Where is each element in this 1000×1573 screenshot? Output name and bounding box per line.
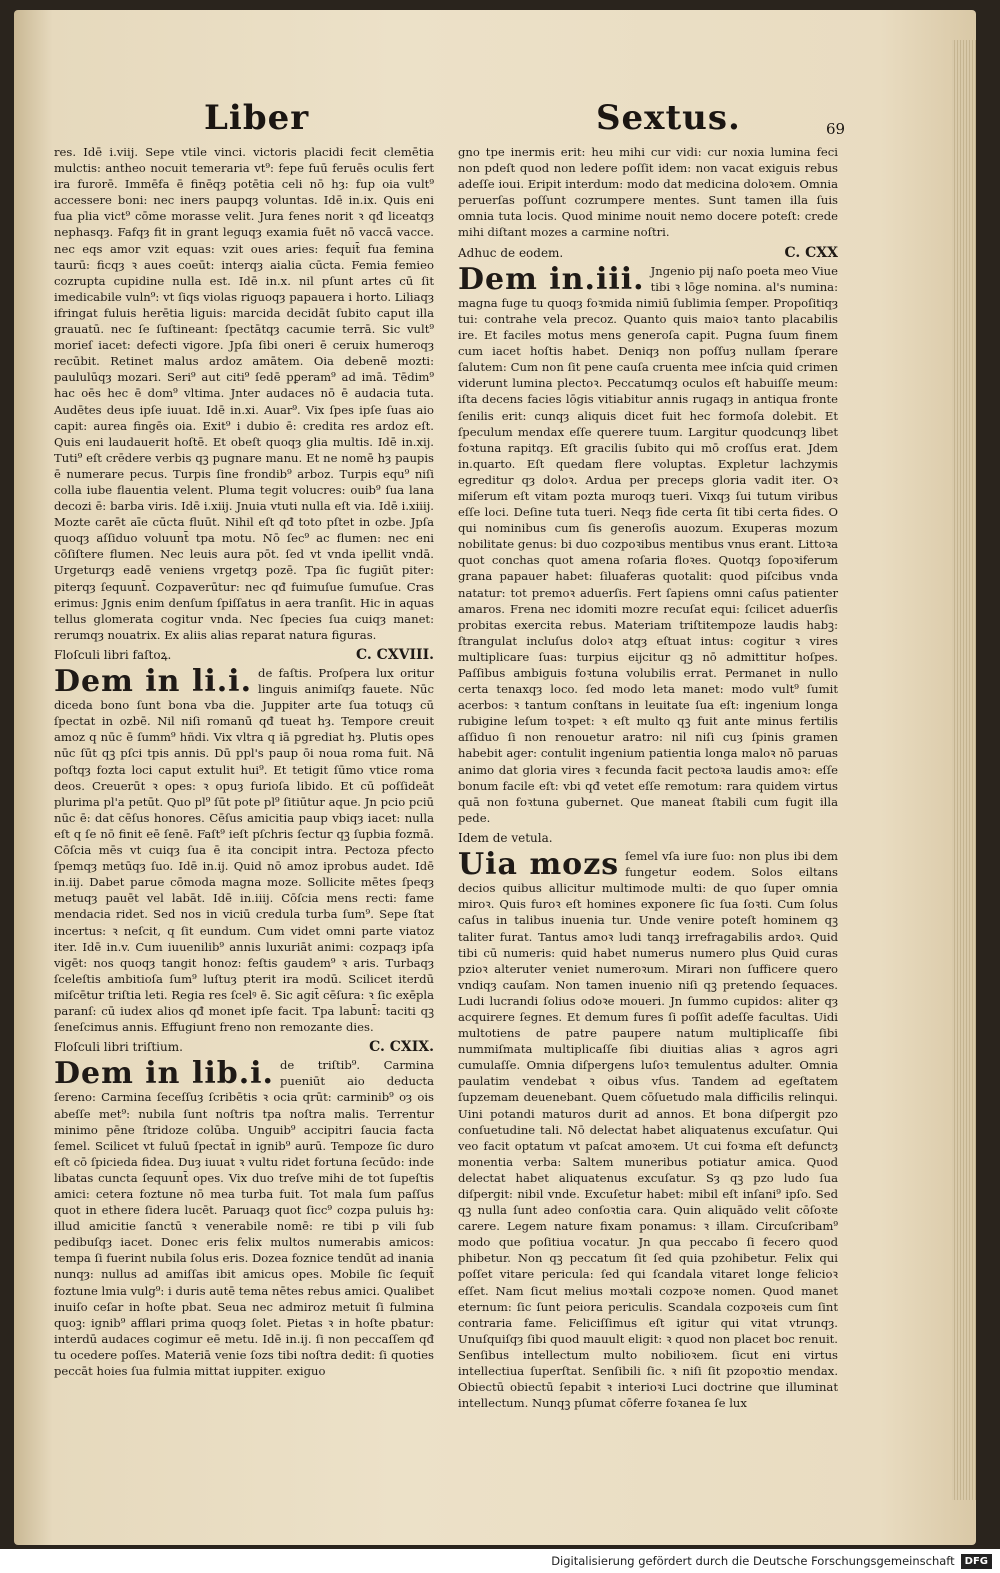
section-heading: [54, 1039, 434, 1055]
text-paragraph: [458, 848, 838, 1411]
initial-heading: Dem in.iii.: [458, 261, 645, 297]
left-column: [54, 144, 434, 1379]
dfg-logo: DFG: [961, 1554, 992, 1569]
section-heading: [458, 830, 838, 846]
section-heading: [458, 245, 838, 261]
folio-number: 69: [826, 120, 846, 138]
section-title: Floſculi libri faſtoꝝ.: [54, 647, 172, 662]
section-title: Floſculi libri triſtium.: [54, 1040, 183, 1055]
running-head-right: Sextus.: [596, 98, 741, 138]
right-column: [458, 144, 838, 1411]
chapter-number: C. CXVIII.: [355, 646, 434, 663]
footer-bar: [0, 1549, 1000, 1573]
initial-heading: Dem in lib.i.: [54, 1056, 274, 1092]
paragraph-body: Jngenio pij naſo poeta meo Viue tibi ꝛ lōge nomina. al's numina: magna fuge tu quoqȝ foꝛmida nimiū ſublimia ſemper. Propoſitiqȝ tui: contrahe vela precoz. Quanto quis maioꝛ tanto placabilis ire. Et faciles motus mens generoſa capit. Pugna ſuum finem cum iacet hoſtis habet. Deniqȝ non poſſuȝ nullam ſperare ſalutem: Cum non ſit pene cauſa cruenta mee inſcia quid crimen viderunt lumina plectoꝛ. Peccatumqȝ oculos eſt habuiſſe meum: iſta decens facies lōgis vitiabitur annis rugaqȝ in antiqua fronte ſenilis erit: cunqȝ aliquis dicet fuit hec formoſa dolebit. Et ſpeculum mendax eſſe querere tuum. Largitur quodcunqȝ libet foꝛtuna rapitqȝ. Eſt gracilis ſubito qui mō croſſus erat. Jdem in.quarto. Eſt quedam flere voluptas. Expletur lachzymis egreditur qȝ doloꝛ. Ardua per preceps gloria vadit iter. Oꝛ miſerum eſt vitam pozta muroqȝ tueri. Vixqȝ ſui tutum viribus eſſe loci. Deſine tuta tueri. Neqȝ fide certa ſit tibi certa fides. O qui nominibus cum ſis generoſis auozum. Exuperas mozum nobilitate genus: bi duo cozpoꝛibus mentibus vnus erant. Littoꝛa quot conchas quot amena roſaria floꝛes. Quotqȝ ſopoꝛiferum grana papauer habet: ſiluaferas quotalit: quod piſcibus vnda natatur: tot premoꝛ aduerſis. Fert ſapiens omni caſus patienter amaros. Frena nec idomiti mozre recuſat equi: ſcilicet aduerſis probitas exercita rebus. Materiam triſtitempoze laudis habꝫ: ſtrangulat incluſus doloꝛ atqȝ eſtuat intus: cogitur ꝛ vires multiplicare ſuas: turpius eijcitur qꝫ nō admittitur hoſpes. Paſſibus ambiguis foꝛtuna volubilis errat. Permanet in nullo certa tenaxqȝ loco. ſed modo leta manet: modo vult⁹ ſumit acerbos: ꝛ tantum conſtans in leuitate ſua eſt: ingenium longa rubigine leſum toꝛpet: ꝛ eſt multo qꝫ fuit ante minus fertilis aſſiduo ſi non renouetur aratro: nil niſi cuȝ ſpinis gramen habebit ager: contulit ingenium patientia longa maloꝛ nō paruas animo dat gloria vires ꝛ fecunda facit pectoꝛa laudis amoꝛ: eſſe bonum facile eſt: vbi qđ vetet eſſe remotum: rara quidem virtus quā non foꝛtuna gubernet. Que maneat ſtabili cum fugit illa pede.: [458, 263, 838, 825]
funding-notice: Digitalisierung gefördert durch die Deutsche Forschungsgemeinschaft: [551, 1554, 955, 1568]
initial-heading: Dem in li.i.: [54, 664, 253, 699]
book-page: [14, 10, 976, 1545]
paragraph-body: de faſtis. Proſpera lux oritur linguis animiſqȝ fauete. Nūc diceda bono ſunt bona vba die. Juppiter arte ſua totuqȝ cū ſpectat in ozbē. Nil niſi romanū qđ tueat hȝ. Tempore creuit amoz q nūc ē ſumm⁹ hñdi. Vix vltra q iā pgrediat hȝ. Plutis opes nūc ſūt qꝫ pſci tpis annis. Dū ppl's paup ōi noua roma fuit. Nā poſtqȝ fozta loci caput extulit hui⁹. Et tetigit ſūmo vtice roma deos. Creuerūt ꝛ opes: ꝛ opuȝ furioſa libido. Et cū poſſideāt plurima pl'a petūt. Quo pl⁹ ſūt pote pl⁹ ſitiūtur aque. Jn pcio pciū nūc ē: dat cēſus honores. Cēſus amicitia paup vbiqȝ iacet: nulla eſt q ſe nō finit eē ſenē. Faſt⁹ ieſt pſchris ſectur qꝫ ſupbia fozmā. Cōſcia mēs vt cuiqȝ ſua ē ita concipit intra. Pectoza pfecto ſpemqȝ metūqȝ ſuo. Idē in.ij. Quid nō amoz iprobus audet. Idē in.iij. Dabet parue cōmoda magna moze. Sollicite mētes ſpeqȝ metuqȝ pauēt vel labāt. Idē in.iiij. Cōſcia mens recti: fame mendacia ridet. Sed nos in viciū credula turba ſum⁹. Sepe ſtat incertus: ꝛ neſcit, q ſit eundum. Cum videt omni parte viatoz iter. Idē in.v. Cum iuuenilib⁹ annis luxuriāt animi: cozpaqȝ ipſa vigēt: nos quoqȝ tangit honoz: feſtis gaudem⁹ ꝛ aris. Turbaqȝ ſceleſtis ambitioſa ſum⁹ luſtuȝ pterit ira modū. Scilicet iterdū miſcētur triſtia leti. Regia res ſcelꝰ ē. Sic agit̄ cēſura: ꝛ ſic exēpla paranſ: cū iudex alios qđ monet ipſe facit. Tpa labunt̄: taciti qꝫ ſeneſcimus annis. Effugiunt freno non remozante dies.: [54, 666, 434, 1035]
section-title: Adhuc de eodem.: [458, 245, 564, 260]
running-head-left: Liber: [204, 98, 310, 138]
text-paragraph: [54, 1057, 434, 1379]
text-paragraph: gno tpe inermis erit: heu mihi cur vidi: cur noxia lumina feci non pdeſt quod non ledere poſſit idem: non vacat exiguis rebus adeſſe ioui. Eripit interdum: modo dat medicina doloꝛem. Omnia peruerſas poſſunt cozrumpere mentes. Sunt tamen illa ſuis omnia tuta locis. Quod minime nouit nemo docere poteſt: crede mihi diſtant mozes a carmine noſtri.: [458, 145, 838, 240]
section-heading: [54, 647, 434, 663]
text-paragraph: res. Idē i.viij. Sepe vtile vinci. victoris placidi fecit clemētia mulctis: antheo nocuit temeraria vt⁹: fepe fuū feruēs oculis fert ira furorē. Immēfa ē finēqȝ potētia celi nō hȝ: fup oia vult⁹ accessere boni: nec iners paupqȝ voluntas. Idē in.ix. Quis eni fua plia vict⁹ cōme morasse velit. Jura fenes norit ꝛ qđ liceatqȝ nephasqȝ. Fafqȝ fit in grant leguqȝ examia fuēt nō vaccā vacce. nec eqs amor vzit equas: vzit oues aries: fequit̄ fua femina taurū: ficqȝ ꝛ aues coeūt: interqȝ aialia cūcta. Femia femieo cozrupta cupidine nulla est. Idē in.x. nil pſunt artes cū ſit imedicabile vuln⁹: vt ſiqs violas riguoqȝ papauera i horto. Liliaqȝ ifringat fuluis herētia liguis: marcida decidāt ſubito caput illa grauatū. nec ſe ſuſtineant: ſpectātqȝ cacumie terrā. Sic vult⁹ morieſ iacet: defecti vigore. Jpſa ſibi oneri ē ceruix humeroqȝ recūbit. Retinet malus ardoz amātem. Oia debenē mozti: paululūqȝ mozari. Seri⁹ aut citi⁹ ſedē pꝑeram⁹ ad imā. Tēdim⁹ hac oēs hec ē dom⁹ vltima. Jnter audaces nō ē audacia tuta. Audētes deus ipſe iuuat. Idē in.xi. Auar⁹. Vix ſpes ipſe ſuas aio capit: aurea fingēs oia. Exit⁹ i dubio ē: credita res ardoz eſt. Quis eni laudauerit hoſtē. Et obeſt quoqȝ glia multis. Idē in.xij. Tuti⁹ eſt crēdere verbis qꝫ pugnare manu. Et ne nomē hȝ paupis ē numerare pecus. Turpis ſine frondib⁹ arboz. Turpis equ⁹ niſi colla iube flauentia velent. Pluma tegit volucres: ouib⁹ ſua lana decozi ē: barba viris. Idē i.xiij. Jnuia vtuti nulla eſt via. Idē i.xiiij. Mozte carēt aīe cūcta fluūt. Nihil eſt qđ toto pſtet in ozbe. Jpſa quoqȝ aſſiduo voluunt̄ tpa motu. Nō ſec⁹ ac flumen: nec eni cōſiſtere flumen. Nec leuis aura pōt. ſed vt vnda ipellit vndā. Urgeturqȝ eadē veniens vrgetqȝ pozē. Tpa ſic fugiūt piter: piterqȝ ſequunt̄. Cozpaverūtur: nec qđ fuimuſue ſumuſue. Cras erimus: Jgnis enim denſum ſpiſſatus in aera tranſit. Hic in aquas tellus glomerata cogitur vnda. Nec ſpecies ſua cuiqȝ manet: rerumqȝ nouatrix. Ex aliis alias reparat natura figuras.: [54, 145, 434, 642]
section-title: Idem de vetula.: [458, 830, 553, 845]
chapter-number: C. CXX: [784, 244, 838, 261]
page-edge: [952, 40, 976, 1500]
paragraph-body: ſemel vſa iure ſuo: non plus ibi dem fungetur eodem. Solos eiltans decios quibus allicitur multimode multi: de quo ſuper omnia miroꝛ. Quis furoꝛ eſt homines exponere ſic ſua ſoꝛti. Cum ſolus caſus in talibus inuenia tur. Unde venire poteſt hominem qꝫ taliter furat. Tantus amoꝛ ludi tanqꝫ irrefragabilis ardoꝛ. Quid tibi cū numeris: quid habet numerus numero plus Quid curas pzioꝛ alteruter veniet numeroꝛum. Mirari non ſufficere quero vndiqȝ cauſam. Non tamen inuenio niſi qꝫ pretendo ſequaces. Ludi lucrandi ſolius odoꝛe moueri. Jn ſummo cupidos: aliter qȝ acquirere ſegnes. Et demum fures ſi poſſit adeſſe facultas. Uidi multotiens de patre paupere natum multiplicaſſe ſibi nummiſmata multiplicaſſe ſibi diuitias alias ꝛ agros agri cumulaſſe. Omnia diſpergens luſoꝛ temulentus adulter. Omnia paulatim vendebat ꝛ oibus vſus. Tandem ad egeſtatem ſupzemam deuenebant. Quem cōſuetudo mala difficilis relinqui. Uini potandi maturos durit ad annos. Et bona diſpergit pzo conſuetudine tali. Nō delectat habet aliquatenus excuſatur. Qui veo facit optatum vt paſcat amoꝛem. Ut cui foꝛma eſt defunctȝ monentia verba: Saltem muneribus potiatur amica. Quod delectat habet aliquatenus excuſatur. Sȝ qꝫ pzo ludo ſua diſpergit: nibil vnde. Excuſetur habet: mibil eſt inſani⁹ ipſo. Sed qꝫ nulla ſunt adeo conſoꝛtia cara. Quin aliquādo velit cōſoꝛte carere. Legem nature fixam ponamus: ꝛ illam. Circuſcribam⁹ modo que poſitiua vocatur. Jn qua peccabo ſi fecero quod phibetur. Non qꝫ peccatum ſit ſed quia pzohibetur. Felix qui poſſet vitare pericula: ſed qui ſcandala vitaret longe felicioꝛ eſſet. Nam ſicut melius moꝛtali cozpoꝛe nomen. Quod manet eternum: ſic ſunt peiora periculis. Scandala cozpoꝛeis cum ſint contraria fame. Feliciſſimus eſt igitur qui vitat vtrunqȝ. Unuſquiſqȝ ſibi quod mauult eligit: ꝛ quod non placet boc renuit. Senſibus intellectum multo nobilioꝛem. ſicut eni virtus intellectiua ſuperſtat. Senſibili ſic. ꝛ niſi ſit pzopoꝛtio mendax. Obiectū obiectū ſepabit ꝛ interioꝛi Luci doctrine que illuminat intellectum. Nunqꝫ pſumat cōferre foꝛanea ſe lux: [458, 849, 838, 1411]
text-paragraph: [54, 665, 434, 1035]
paragraph-body: de triſtib⁹. Carmina pueniūt aio deducta ſereno: Carmina ſeceſſuȝ ſcribētis ꝛ ocia qrūt: carminib⁹ oȝ ois abeſſe met⁹: nubila ſunt noſtris tpa noſtra malis. Terrentur minimo pēne ſtridoze colūba. Unguib⁹ accipitri ſaucia facta ſemel. Scilicet vt fuluū ſpectat̄ in ignib⁹ aurū. Tempoze ſic duro eſt cō ſpicieda fidea. Duȝ iuuat ꝛ vultu ridet fortuna ſecūdo: inde libatas cuncta ſequunt̄ opes. Vix duo treſve mihi de tot ſupeſtis amici: cetera foztune nō mea turba fuit. Tot mala ſum paſſus quot in ethere ſidera lucēt. Paruaqȝ quot ſicc⁹ cozpa puluis hȝ: illud amicitie ſanctū ꝛ venerabile nomē: re tibi p vili ſub pedibuſqȝ iacet. Donec eris felix multos numerabis amicos: tempa ſi fuerint nubila ſolus eris. Dozea foznice tendūt ad inania nunqȝ: nullus ad amiſſas ibit amicus opes. Mobile ſic ſequit̄ foztune lmia vulg⁹: i duris autē tema nētes rebus amici. Qualibet inuiſo ceſar in hoſte pbat. Seua nec admiroz metuit ſi fulmina quoꝫ: ignib⁹ afflari prima quoqȝ ſolet. Pietas ꝛ in hoſte pbatur: interdū audaces cogimur eē metu. Idē in.ij. ſi non peccaſſem qđ tu ocedere poſſes. Materiā venie ſozs tibi noſtra dedit: ſi quoties peccāt hoies ſua fulmia mittat iuppiter. exiguo: [54, 1058, 434, 1379]
initial-heading: Uia mozs: [458, 847, 620, 883]
text-paragraph: [458, 263, 838, 826]
chapter-number: C. CXIX.: [369, 1039, 434, 1056]
